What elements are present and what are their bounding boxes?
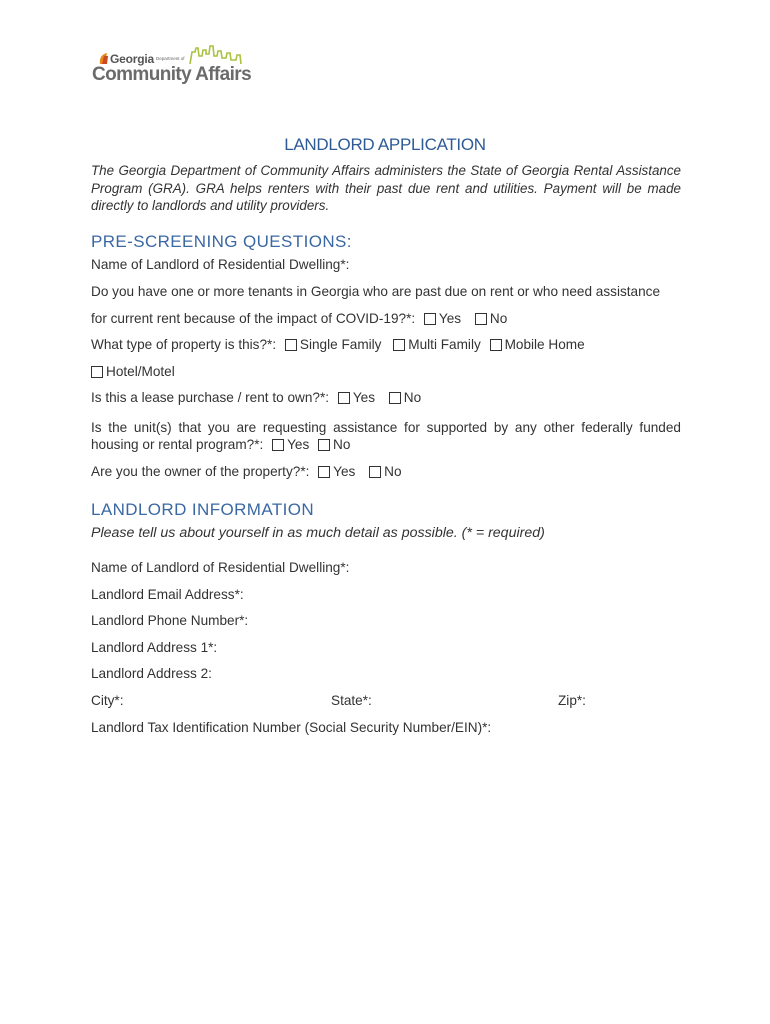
tenants-question-line2: for current rent because of the impact of COVID-19?*: xyxy=(91,311,416,326)
intro-paragraph: The Georgia Department of Community Affairs administers the State of Georgia Rental Assistance Program (GRA). GRA helps renters with their past due rent and utilities. Payment will be made directly to landlords and utility providers. xyxy=(91,163,681,213)
tenants-yes-checkbox[interactable] xyxy=(424,313,436,325)
owner-question-row xyxy=(91,464,402,479)
prescreen-name-label: Name of Landlord of Residential Dwelling*: xyxy=(91,257,350,272)
federal-yes-checkbox[interactable] xyxy=(272,439,284,451)
owner-yes-label: Yes xyxy=(333,464,356,479)
lease-yes-checkbox[interactable] xyxy=(338,392,350,404)
mobile-home-checkbox[interactable] xyxy=(490,339,502,351)
owner-no-checkbox[interactable] xyxy=(369,466,381,478)
page-title: LANDLORD APPLICATION xyxy=(284,135,486,154)
landlord-address1-label: Landlord Address 1*: xyxy=(91,640,218,655)
tenants-question-row xyxy=(91,311,507,326)
lease-no-label: No xyxy=(403,390,422,405)
landlord-address2-label: Landlord Address 2: xyxy=(91,666,212,681)
hotel-motel-label: Hotel/Motel xyxy=(106,364,175,379)
zip-label: Zip*: xyxy=(558,693,586,708)
multi-family-checkbox[interactable] xyxy=(393,339,405,351)
tenants-no-checkbox[interactable] xyxy=(475,313,487,325)
dca-logo xyxy=(90,44,250,90)
owner-no-label: No xyxy=(384,464,402,479)
mobile-home-label: Mobile Home xyxy=(504,337,585,352)
owner-question-label: Are you the owner of the property?*: xyxy=(91,464,310,479)
tenants-question-line1: Do you have one or more tenants in Georgia who are past due on rent or who need assistance xyxy=(91,284,661,299)
landlord-info-subtitle: Please tell us about yourself in as much detail as possible. (* = required) xyxy=(91,525,545,541)
landlord-email-label: Landlord Email Address*: xyxy=(91,587,244,602)
multi-family-label: Multi Family xyxy=(408,337,481,352)
federal-no-checkbox[interactable] xyxy=(318,439,330,451)
single-family-label: Single Family xyxy=(299,337,382,352)
landlord-info-heading: LANDLORD INFORMATION xyxy=(91,500,315,519)
owner-yes-checkbox[interactable] xyxy=(318,466,330,478)
logo-dept-text: Department of xyxy=(156,56,185,61)
prescreen-heading: PRE-SCREENING QUESTIONS: xyxy=(91,232,352,251)
city-label: City*: xyxy=(91,693,124,708)
property-type-label: What type of property is this?*: xyxy=(91,337,277,352)
federal-no-label: No xyxy=(333,437,351,452)
federal-yes-label: Yes xyxy=(287,437,310,452)
logo-org-text: Community Affairs xyxy=(92,64,252,85)
single-family-checkbox[interactable] xyxy=(285,339,297,351)
hotel-motel-row xyxy=(91,364,175,379)
lease-yes-label: Yes xyxy=(352,390,375,405)
federal-question-row xyxy=(91,419,681,453)
federal-question-label: Is the unit(s) that you are requesting assistance for supported by any other federally funded housing or rental program?*: xyxy=(91,420,681,452)
lease-question-label: Is this a lease purchase / rent to own?*: xyxy=(91,390,330,405)
property-type-row xyxy=(91,337,585,352)
tenants-yes-label: Yes xyxy=(438,311,462,326)
tax-id-label: Landlord Tax Identification Number (Social Security Number/EIN)*: xyxy=(91,720,492,735)
landlord-phone-label: Landlord Phone Number*: xyxy=(91,613,249,628)
landlord-name-label: Name of Landlord of Residential Dwelling*: xyxy=(91,560,350,575)
lease-question-row xyxy=(91,390,421,405)
lease-no-checkbox[interactable] xyxy=(389,392,401,404)
hotel-motel-checkbox[interactable] xyxy=(91,366,103,378)
logo-brand-text: Georgia xyxy=(110,52,154,66)
state-label: State*: xyxy=(331,693,372,708)
tenants-no-label: No xyxy=(489,311,508,326)
